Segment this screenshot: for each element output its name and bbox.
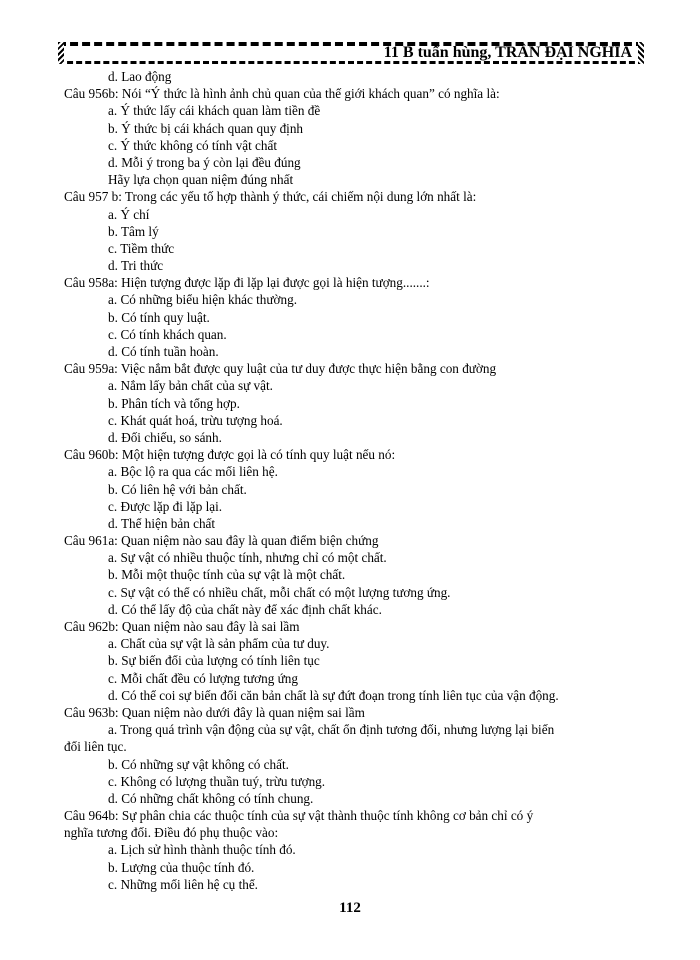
question-959a: Câu 959a: Việc nắm bắt được quy luật của tư duy được thực hiện bằng con đường xyxy=(64,361,497,377)
question-964b: Câu 964b: Sự phân chia các thuộc tính của sự vật thành thuộc tính không cơ bản chỉ có ý xyxy=(64,808,534,824)
option-text: a. Bộc lộ ra qua các mối liên hệ. xyxy=(108,464,278,480)
option-text: a. Ý thức lấy cái khách quan làm tiền đề xyxy=(108,103,321,119)
option-text: c. Khát quát hoá, trừu tượng hoá. xyxy=(108,412,283,428)
question-958a: Câu 958a: Hiện tượng được lặp đi lặp lại được gọi là hiện tượng.......: xyxy=(64,275,430,291)
option-text: d. Mỗi ý trong ba ý còn lại đều đúng xyxy=(108,154,301,170)
option-text: a. Lịch sử hình thành thuộc tính đó. xyxy=(108,842,296,858)
page-number: 112 xyxy=(339,900,361,916)
option-text: c. Không có lượng thuần tuý, trừu tượng. xyxy=(108,773,326,789)
option-text: c. Tiềm thức xyxy=(108,240,175,256)
option-text: d. Có thể coi sự biến đổi căn bản chất là sự đứt đoạn trong tính liên tục của vận động. xyxy=(108,687,559,703)
option-text: a. Có những biểu hiện khác thường. xyxy=(108,292,298,308)
option-text: a. Sự vật có nhiều thuộc tính, nhưng chỉ có một chất. xyxy=(108,550,387,566)
option-text: d. Có những chất không có tính chung. xyxy=(108,790,314,806)
question-962b: Câu 962b: Quan niệm nào sau đây là sai lầm xyxy=(64,619,300,634)
option-text: b. Có liên hệ với bản chất. xyxy=(108,481,247,497)
option-text: b. Ý thức bị cái khách quan quy định xyxy=(108,120,304,136)
option-text: b. Tâm lý xyxy=(108,223,159,239)
option-text: b. Mỗi một thuộc tính của sự vật là một chất. xyxy=(108,567,346,583)
question-963b: Câu 963b: Quan niệm nào dưới đây là quan niệm sai lầm xyxy=(64,704,365,720)
option-text: c. Những mối liên hệ cụ thể. xyxy=(108,876,258,892)
option-text: b. Phân tích và tổng hợp. xyxy=(108,395,240,411)
option-text: b. Lượng của thuộc tính đó. xyxy=(108,859,255,875)
option-text: d. Đối chiếu, so sánh. xyxy=(108,429,222,445)
option-text: d. Thể hiện bản chất xyxy=(108,515,216,531)
option-text-continued: đổi liên tục. xyxy=(64,739,127,755)
option-text: a. Chất của sự vật là sản phẩm của tư duy. xyxy=(108,636,330,652)
header-title: 11 B tuấn hùng, TRẦN ĐẠI NGHĨA xyxy=(383,44,632,61)
option-text: c. Mỗi chất đều có lượng tương ứng xyxy=(108,670,298,686)
option-text: d. Có tính tuần hoàn. xyxy=(108,344,219,359)
question-960b: Câu 960b: Một hiện tượng được gọi là có tính quy luật nếu nó: xyxy=(64,447,396,463)
option-text: d. Tri thức xyxy=(108,258,164,274)
question-list xyxy=(0,68,700,893)
page-header xyxy=(58,42,644,64)
option-text: c. Sự vật có thể có nhiều chất, mỗi chất có một lượng tương ứng. xyxy=(108,584,451,600)
header-border-left xyxy=(58,42,64,64)
option-text: a. Nắm lấy bản chất của sự vật. xyxy=(108,378,273,394)
option-text: b. Sự biến đổi của lượng có tính liên tục xyxy=(108,653,320,669)
option-text: c. Ý thức không có tính vật chất xyxy=(108,137,278,153)
header-border-right xyxy=(638,42,644,64)
option-text: c. Có tính khách quan. xyxy=(108,326,227,342)
option-text: b. Có tính quy luật. xyxy=(108,309,210,325)
option-text: a. Trong quá trình vận động của sự vật, chất ổn định tương đối, nhưng lượng lại biến xyxy=(108,722,555,738)
question-961a: Câu 961a: Quan niệm nào sau đây là quan điểm biện chứng xyxy=(64,533,379,549)
instruction-text: Hãy lựa chọn quan niệm đúng nhất xyxy=(108,172,294,188)
option-text: d. Có thể lấy độ của chất này để xác định chất khác. xyxy=(108,601,382,617)
option-text: a. Ý chí xyxy=(108,206,150,222)
option-text: d. Lao động xyxy=(108,69,172,84)
question-957b: Câu 957 b: Trong các yếu tố hợp thành ý thức, cái chiếm nội dung lớn nhất là: xyxy=(64,189,477,205)
question-956b: Câu 956b: Nói “Ý thức là hình ảnh chủ quan của thế giới khách quan” có nghĩa là: xyxy=(64,86,500,102)
question-964b-continued: nghĩa tương đối. Điều đó phụ thuộc vào: xyxy=(64,825,279,841)
option-text: c. Được lặp đi lặp lại. xyxy=(108,498,223,514)
option-text: b. Có những sự vật không có chất. xyxy=(108,756,289,772)
